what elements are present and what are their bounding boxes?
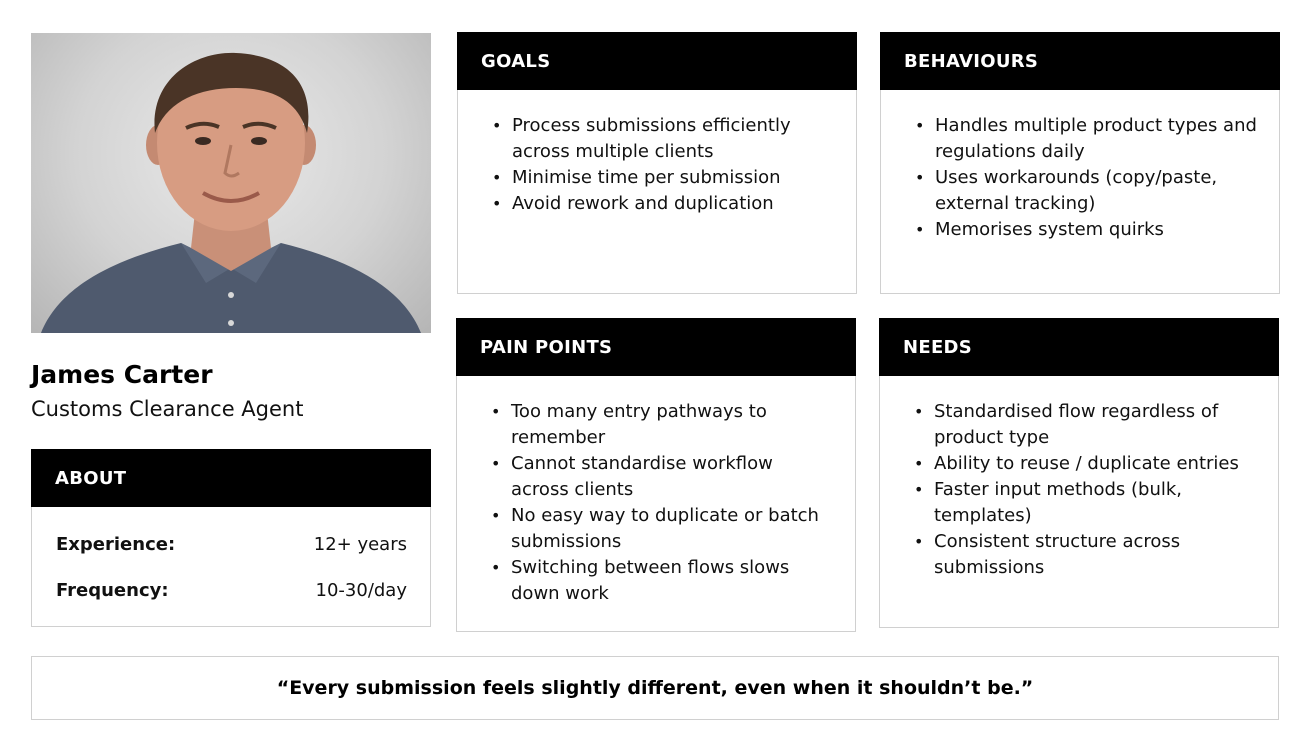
list-item: • Minimise time per submission	[492, 165, 836, 191]
list-item: • Cannot standardise workflow across clients	[491, 451, 835, 503]
persona-photo	[31, 33, 431, 333]
list-item: • Uses workarounds (copy/paste, external tracking)	[915, 165, 1259, 217]
pain-points-list	[457, 376, 855, 607]
list-item: • Faster input methods (bulk, templates)	[914, 477, 1258, 529]
about-row-frequency	[32, 567, 430, 613]
about-row-experience	[32, 521, 430, 567]
frequency-label: Frequency:	[56, 579, 169, 601]
persona-quote: “Every submission feels slightly different, even when it shouldn’t be.”	[31, 656, 1279, 720]
list-item: • No easy way to duplicate or batch submissions	[491, 503, 835, 555]
about-rows	[32, 507, 430, 613]
list-item: • Too many entry pathways to remember	[491, 399, 835, 451]
needs-card	[879, 318, 1279, 628]
list-item: • Switching between flows slows down work	[491, 555, 835, 607]
persona-name: James Carter	[31, 360, 213, 389]
pain-points-title: PAIN POINTS	[456, 318, 856, 376]
list-item: • Memorises system quirks	[915, 217, 1259, 243]
about-title: ABOUT	[31, 449, 431, 507]
list-item: • Handles multiple product types and regulations daily	[915, 113, 1259, 165]
experience-label: Experience:	[56, 533, 176, 555]
about-card	[31, 449, 431, 627]
pain-points-card	[456, 318, 856, 632]
list-item: • Process submissions efficiently across multiple clients	[492, 113, 836, 165]
behaviours-title: BEHAVIOURS	[880, 32, 1280, 90]
list-item: • Avoid rework and duplication	[492, 191, 836, 217]
goals-list	[458, 90, 856, 217]
list-item: • Ability to reuse / duplicate entries	[914, 451, 1258, 477]
needs-title: NEEDS	[879, 318, 1279, 376]
needs-list	[880, 376, 1278, 581]
behaviours-card	[880, 32, 1280, 294]
list-item: • Consistent structure across submissions	[914, 529, 1258, 581]
goals-card	[457, 32, 857, 294]
goals-title: GOALS	[457, 32, 857, 90]
persona-role: Customs Clearance Agent	[31, 397, 304, 421]
behaviours-list	[881, 90, 1279, 243]
frequency-value: 10-30/day	[315, 579, 407, 601]
experience-value: 12+ years	[313, 533, 407, 555]
list-item: • Standardised flow regardless of product type	[914, 399, 1258, 451]
